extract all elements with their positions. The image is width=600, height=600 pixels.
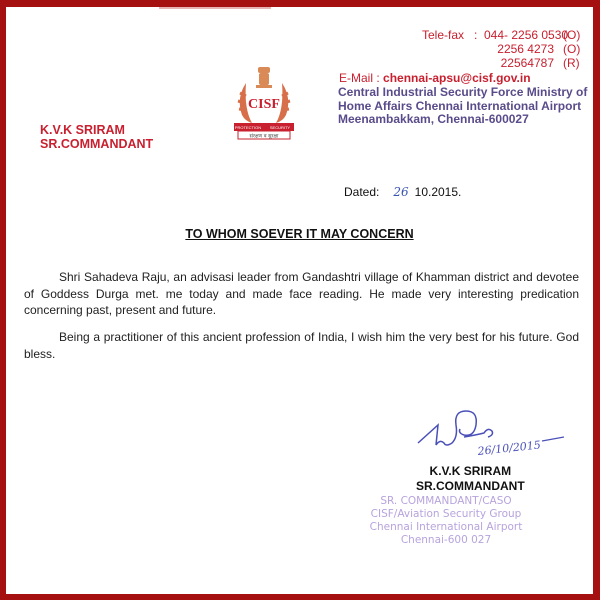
logo-motto: संरक्षण व सुरक्षा	[249, 133, 279, 140]
emblem-icon	[256, 67, 272, 88]
telefax-label: Tele-fax	[422, 28, 465, 42]
date-label: Dated:	[344, 185, 380, 199]
top-edge-highlight	[159, 7, 271, 9]
cisf-logo-icon	[232, 63, 296, 143]
signatory-block	[416, 464, 525, 494]
organization-address: Meenambakkam, Chennai-600027	[338, 112, 529, 126]
date-printed: 10.2015.	[414, 185, 462, 199]
stamp-line: CISF/Aviation Security Group	[370, 508, 522, 520]
body-paragraph	[24, 329, 579, 362]
phone-number: 044- 2256 0530	[484, 28, 569, 42]
stamp-line: Chennai-600 027	[400, 534, 492, 546]
handwritten-day: 26	[393, 185, 409, 199]
subject-heading: TO WHOM SOEVER IT MAY CONCERN	[185, 227, 414, 241]
organization-name: Central Industrial Security Force Ministry of Home Affairs Chennai International Airport	[338, 85, 588, 113]
stamp-line: Chennai International Airport	[369, 521, 523, 533]
stamp-line: SR. COMMANDANT/CASO	[380, 495, 512, 507]
phone-number: 2256 4273	[497, 42, 554, 56]
date-line	[344, 185, 461, 199]
letter-page	[6, 7, 593, 594]
phone-type: (O)	[563, 28, 581, 42]
officer-name: K.V.K SRIRAM	[40, 123, 125, 137]
phone-number: 22564787	[500, 56, 554, 70]
phone-type: (O)	[563, 42, 581, 56]
signature-date: 26/10/2015	[476, 438, 542, 458]
organization-block	[338, 86, 588, 127]
signatory-title: SR.COMMANDANT	[416, 479, 525, 493]
paragraph-text: Shri Sahadeva Raju, an advisasi leader from Gandashtri village of Khamman district and devotee of Goddess Durga met. me today and made face reading. He made very interesting predication concerning past, present and future.	[24, 270, 579, 317]
officer-title: SR.COMMANDANT	[40, 137, 154, 151]
ribbon-right-text: SECURITY	[269, 125, 291, 130]
email-label: E-Mail :	[339, 71, 380, 85]
signature-icon	[408, 399, 568, 463]
official-stamp	[336, 495, 556, 547]
signatory-name: K.V.K SRIRAM	[429, 464, 512, 478]
ribbon-left-text: PROTECTION	[234, 125, 262, 130]
email-line	[339, 71, 531, 85]
email-link[interactable]: chennai-apsu@cisf.gov.in	[383, 71, 531, 85]
paragraph-text: Being a practitioner of this ancient profession of India, I wish him the very best for his future. God bless.	[24, 330, 579, 361]
body-paragraph	[24, 269, 579, 319]
telefax-colon: :	[474, 28, 478, 42]
logo-text: CISF	[248, 97, 280, 112]
phone-type: (R)	[563, 56, 580, 70]
officer-header	[40, 123, 153, 151]
